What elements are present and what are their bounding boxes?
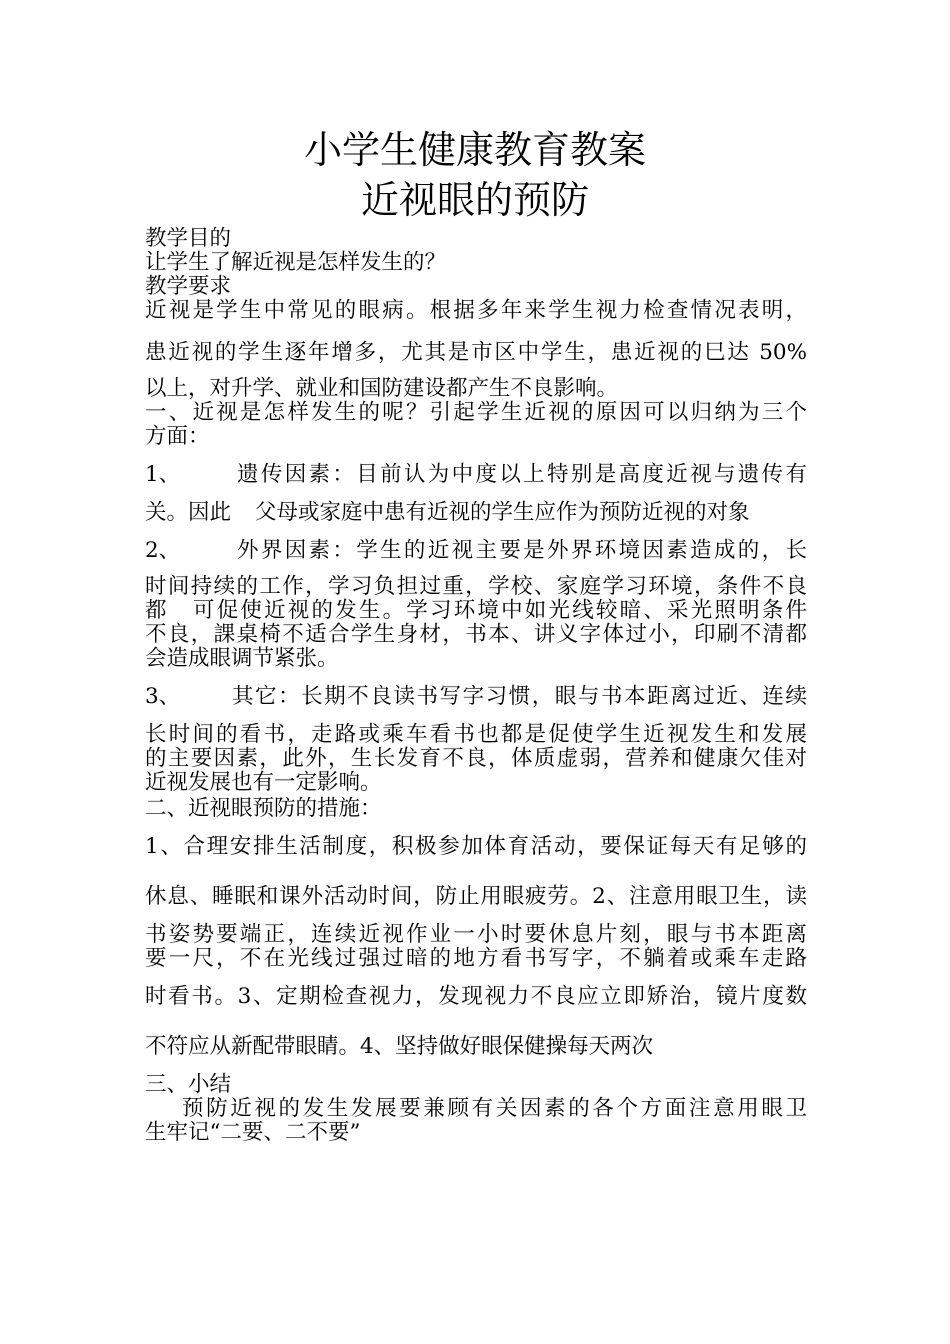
requirement-line: 近视是学生中常见的眼病。根据多年来学生视力检查情况表明， xyxy=(145,298,807,323)
doc-title: 小学生健康教育教案 xyxy=(303,128,646,172)
cause1-line: 遗传因素：目前认为中度以上特别是高度近视与遗传有 xyxy=(237,462,807,487)
cause2-line-a: 都 xyxy=(145,598,167,623)
requirement-line: 以上，对升学、就业和国防建设都产生不良影响。 xyxy=(145,376,619,401)
section2-heading: 二、近视眼预防的措施： xyxy=(145,796,382,821)
cause1-line-a: 关。因此 xyxy=(145,500,232,525)
cause1-line-b: 父母或家庭中患有近视的学生应作为预防近视的对象 xyxy=(255,500,750,525)
measure-line: 不符应从新配带眼睛。4、坚持做好眼保健操每天两次 xyxy=(145,1034,654,1059)
cause2-line: 会造成眼调节紧张。 xyxy=(145,646,339,671)
requirement-line: 患近视的学生逐年增多，尤其是市区中学生，患近视的巳达 50% xyxy=(145,340,807,365)
cause2-line: 不良，課桌椅不适合学生身材，书本、讲义字体过小，印刷不清都 xyxy=(145,622,807,647)
goal-text: 让学生了解近视是怎样发生的？ xyxy=(145,250,447,275)
cause2-line-b: 可促使近视的发生。学习环境中如光线较暗、采光照明条件 xyxy=(193,598,807,623)
cause3-line: 近视发展也有一定影响。 xyxy=(145,770,382,795)
section1-heading: 一、近视是怎样发生的呢？引起学生近视的原因可以归纳为三个 xyxy=(145,400,807,425)
cause3-line: 的主要因素，此外，生长发育不良，体质虚弱，营养和健康欠佳对 xyxy=(145,746,807,771)
doc-subtitle: 近视眼的预防 xyxy=(360,178,589,222)
measure-line: 要一尺，不在光线过强过暗的地方看书写字，不躺着或乘车走路 xyxy=(145,946,807,971)
cause3-line: 长时间的看书，走路或乘车看书也都是促使学生近视发生和发展 xyxy=(145,722,807,747)
cause3-line: 其它：长期不良读书写字习惯，眼与书本距离过近、连续 xyxy=(232,684,807,709)
section3-heading: 三、小结 xyxy=(145,1072,232,1097)
cause3-number: 3、 xyxy=(145,684,181,709)
cause1-number: 1、 xyxy=(145,462,181,487)
measure-line: 时看书。3、定期检查视力，发现视力不良应立即矫治，镜片度数 xyxy=(145,984,807,1009)
cause2-number: 2、 xyxy=(145,538,181,563)
summary-line: 生牢记“二要、二不要” xyxy=(145,1120,361,1145)
cause2-line: 外界因素：学生的近视主要是外界环境因素造成的，长 xyxy=(237,538,807,563)
section1-heading-cont: 方面： xyxy=(145,424,210,449)
measure-line: 书姿势要端正，连续近视作业一小时要休息片刻，眼与书本距离 xyxy=(145,922,807,947)
cause2-line: 时间持续的工作，学习负担过重，学校、家庭学习环境，条件不良 xyxy=(145,574,807,599)
measure-line: 1、合理安排生活制度，积极参加体育活动，要保证每天有足够的 xyxy=(145,834,807,859)
goal-heading: 教学目的 xyxy=(145,226,232,251)
summary-line: 预防近视的发生发展要兼顾有关因素的各个方面注意用眼卫 xyxy=(182,1096,807,1121)
measure-line: 休息、睡眠和课外活动时间，防止用眼疲劳。2、注意用眼卫生，读 xyxy=(145,884,807,909)
requirement-heading: 教学要求 xyxy=(145,274,232,299)
